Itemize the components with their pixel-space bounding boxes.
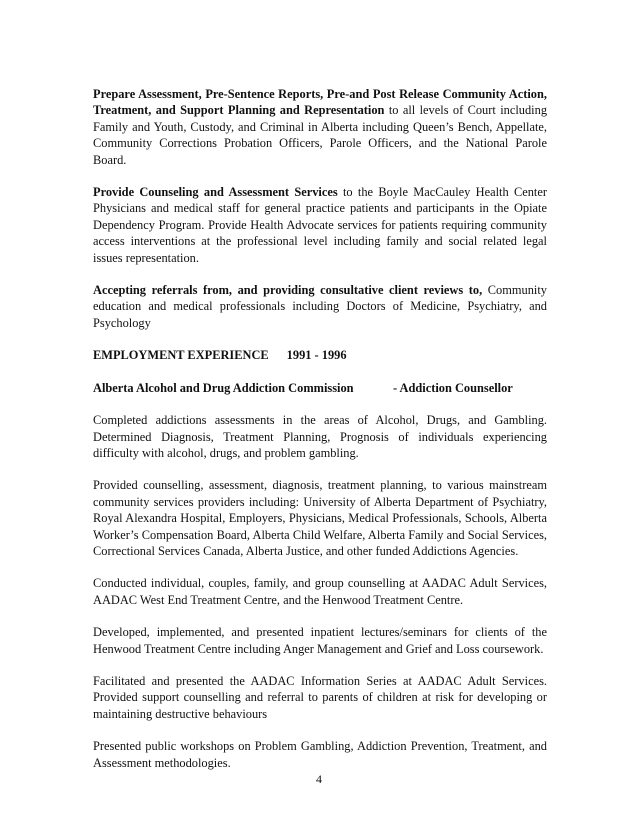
employment-years: 1991 - 1996 bbox=[286, 348, 347, 363]
paragraph-body: to all levels of Court including Family and Youth, Custody, and Criminal in Alberta including Queen’s Bench, Appellate, Community Corrections Probation Officers, Parole Officers, and the National Parole Board. bbox=[93, 103, 548, 167]
employment-heading bbox=[93, 347, 547, 363]
employer-name: Alberta Alcohol and Drug Addiction Commission bbox=[93, 380, 354, 395]
page-number: 4 bbox=[316, 772, 322, 786]
employment-heading-label: EMPLOYMENT EXPERIENCE bbox=[93, 348, 269, 363]
paragraph-referrals bbox=[93, 282, 547, 331]
paragraph-community-services: Provided counselling, assessment, diagnosis, treatment planning, to various mainstream community services providers including: University of Alberta Department of Psychiatry, Royal Alexandra Hospital, Employers, Physicians, Medical Professionals, Schools, Alberta Worker’s Compensation Board, Alberta Child Welfare, Alberta Family and Social Services, Correctional Services Canada, Alberta Justice, and other funded Addictions Agencies. bbox=[93, 478, 547, 558]
paragraph-lectures: Developed, implemented, and presented inpatient lectures/seminars for clients of the Henwood Treatment Centre including Anger Management and Grief and Loss coursework. bbox=[93, 625, 547, 656]
paragraph-body: Community education and medical professionals including Doctors of Medicine, Psychiatry, and Psychology bbox=[93, 283, 547, 330]
paragraph-court-reports bbox=[93, 86, 547, 168]
paragraph-lead: Provide Counseling and Assessment Services bbox=[93, 185, 338, 200]
job-title-line bbox=[93, 380, 547, 396]
paragraph-information-series: Facilitated and presented the AADAC Information Series at AADAC Adult Services. Provided support counselling and referral to parents of children at risk for developing or maintaining destructive behaviours bbox=[93, 673, 547, 721]
paragraph-group-counselling: Conducted individual, couples, family, and group counselling at AADAC Adult Services, AADAC West End Treatment Centre, and the Henwood Treatment Centre. bbox=[93, 576, 547, 607]
paragraph-lead: Accepting referrals from, and providing consultative client reviews to, bbox=[93, 283, 483, 298]
job-role: - Addiction Counsellor bbox=[393, 380, 513, 395]
paragraph-counseling-services bbox=[93, 184, 547, 266]
document-page bbox=[93, 86, 547, 787]
paragraph-assessments: Completed addictions assessments in the areas of Alcohol, Drugs, and Gambling. Determined Diagnosis, Treatment Planning, Prognosis of individuals experiencing difficulty with alcohol, drugs, and problem gambling. bbox=[93, 413, 547, 460]
paragraph-body: to the Boyle MacCauley Health Center Physicians and medical staff for general practice patients and participants in the Opiate Dependency Program. Provide Health Advocate services for patients requiring community access interventions at the professional level including family and social related legal issues representation. bbox=[93, 185, 547, 265]
paragraph-workshops: Presented public workshops on Problem Gambling, Addiction Prevention, Treatment, and Assessment methodologies. bbox=[93, 739, 547, 770]
paragraph-lead: Prepare Assessment, Pre-Sentence Reports, Pre-and Post Release Community Action, Treatment, and Support Planning and Representation bbox=[93, 87, 547, 118]
